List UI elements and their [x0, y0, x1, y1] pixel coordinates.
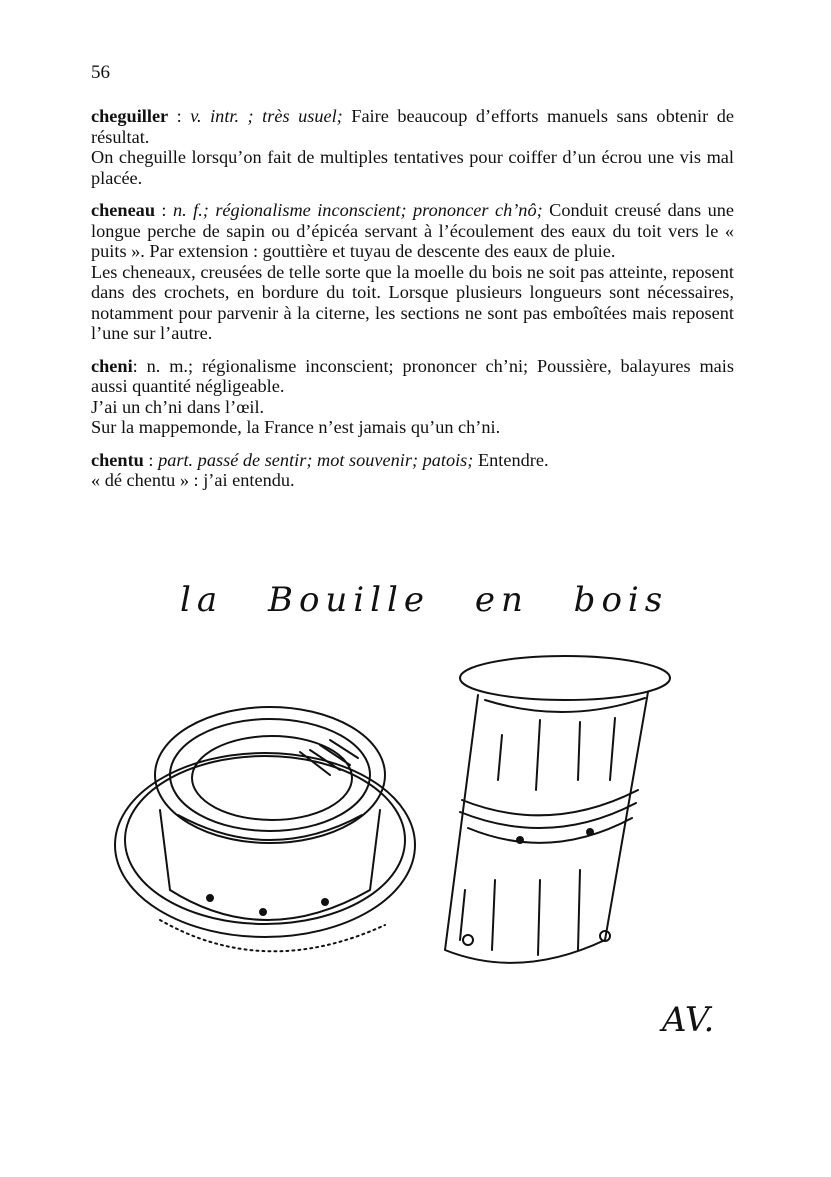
artist-signature: AV.: [662, 1000, 715, 1040]
wooden-churn-drawing: [100, 640, 740, 1000]
entry-chentu: [91, 450, 734, 491]
dictionary-entries: [91, 106, 734, 503]
example-paragraph: Les cheneaux, creusées de telle sorte que la moelle du bois ne soit pas atteinte, reposent dans des crochets, en bordure du toit. Lorsque plusieurs longueurs sont nécessaires, notamment pour parvenir à la citerne, les sections ne sont pas emboîtées mais reposent l’une sur l’autre.: [91, 261, 734, 343]
entry-definition-line: cheguiller : v. intr. ; très usuel; Faire beaucoup d’efforts manuels sans obtenir de résultat.: [91, 106, 734, 147]
headword: cheguiller: [91, 106, 169, 126]
example-paragraph: J’ai un ch’ni dans l’œil.: [91, 396, 265, 417]
example-paragraph: Sur la mappemonde, la France n’est jamais qu’un ch’ni.: [91, 417, 501, 437]
entry-cheneau: [91, 200, 734, 344]
definition: Poussière, balayures mais aussi quantité négligeable.: [91, 355, 734, 396]
grammar-note: n. m.; régionalisme inconscient; prononcer ch’ni;: [146, 355, 529, 376]
entry-definition-line: chentu : part. passé de sentir; mot souvenir; patois; Entendre.: [91, 449, 549, 470]
headword: cheni: [91, 355, 133, 376]
example-paragraph: « dé chentu » : j’ai entendu.: [91, 470, 295, 490]
grammar-note: part. passé de sentir; mot souvenir; patois;: [158, 449, 474, 470]
grammar-note: n. f.; régionalisme inconscient; prononcer ch’nô;: [172, 200, 543, 220]
entry-definition-line: cheni: n. m.; régionalisme inconscient; prononcer ch’ni; Poussière, balayures mais aussi quantité négligeable.: [91, 355, 734, 396]
definition: Faire beaucoup d’efforts manuels sans obtenir de résultat.: [91, 106, 734, 147]
definition: Entendre.: [473, 449, 549, 470]
headword: cheneau: [91, 200, 155, 220]
headword: chentu: [91, 449, 144, 470]
grammar-note: v. intr. ; très usuel;: [190, 106, 343, 126]
entry-definition-line: cheneau : n. f.; régionalisme inconscient; prononcer ch’nô; Conduit creusé dans une longue perche de sapin ou d’épicéa servant à l’écoulement des eaux du toit vers le « puits ». Par extension : gouttière et tuyau de descente des eaux de pluie.: [91, 200, 734, 261]
entry-cheni: [91, 356, 734, 438]
page-number: 56: [91, 62, 110, 83]
definition: Conduit creusé dans une longue perche de sapin ou d’épicéa servant à l’écoulement des eaux du toit vers le « puits ». Par extension : gouttière et tuyau de descente des eaux de pluie.: [91, 200, 734, 261]
example-paragraph: On cheguille lorsqu’on fait de multiples tentatives pour coiffer d’un écrou une vis mal placée.: [91, 147, 734, 188]
churn-body-sketch: [445, 656, 670, 963]
entry-cheguiller: [91, 106, 734, 188]
illustration-title: la Bouille en bois: [180, 580, 669, 620]
churn-bowl-sketch: [115, 707, 415, 951]
